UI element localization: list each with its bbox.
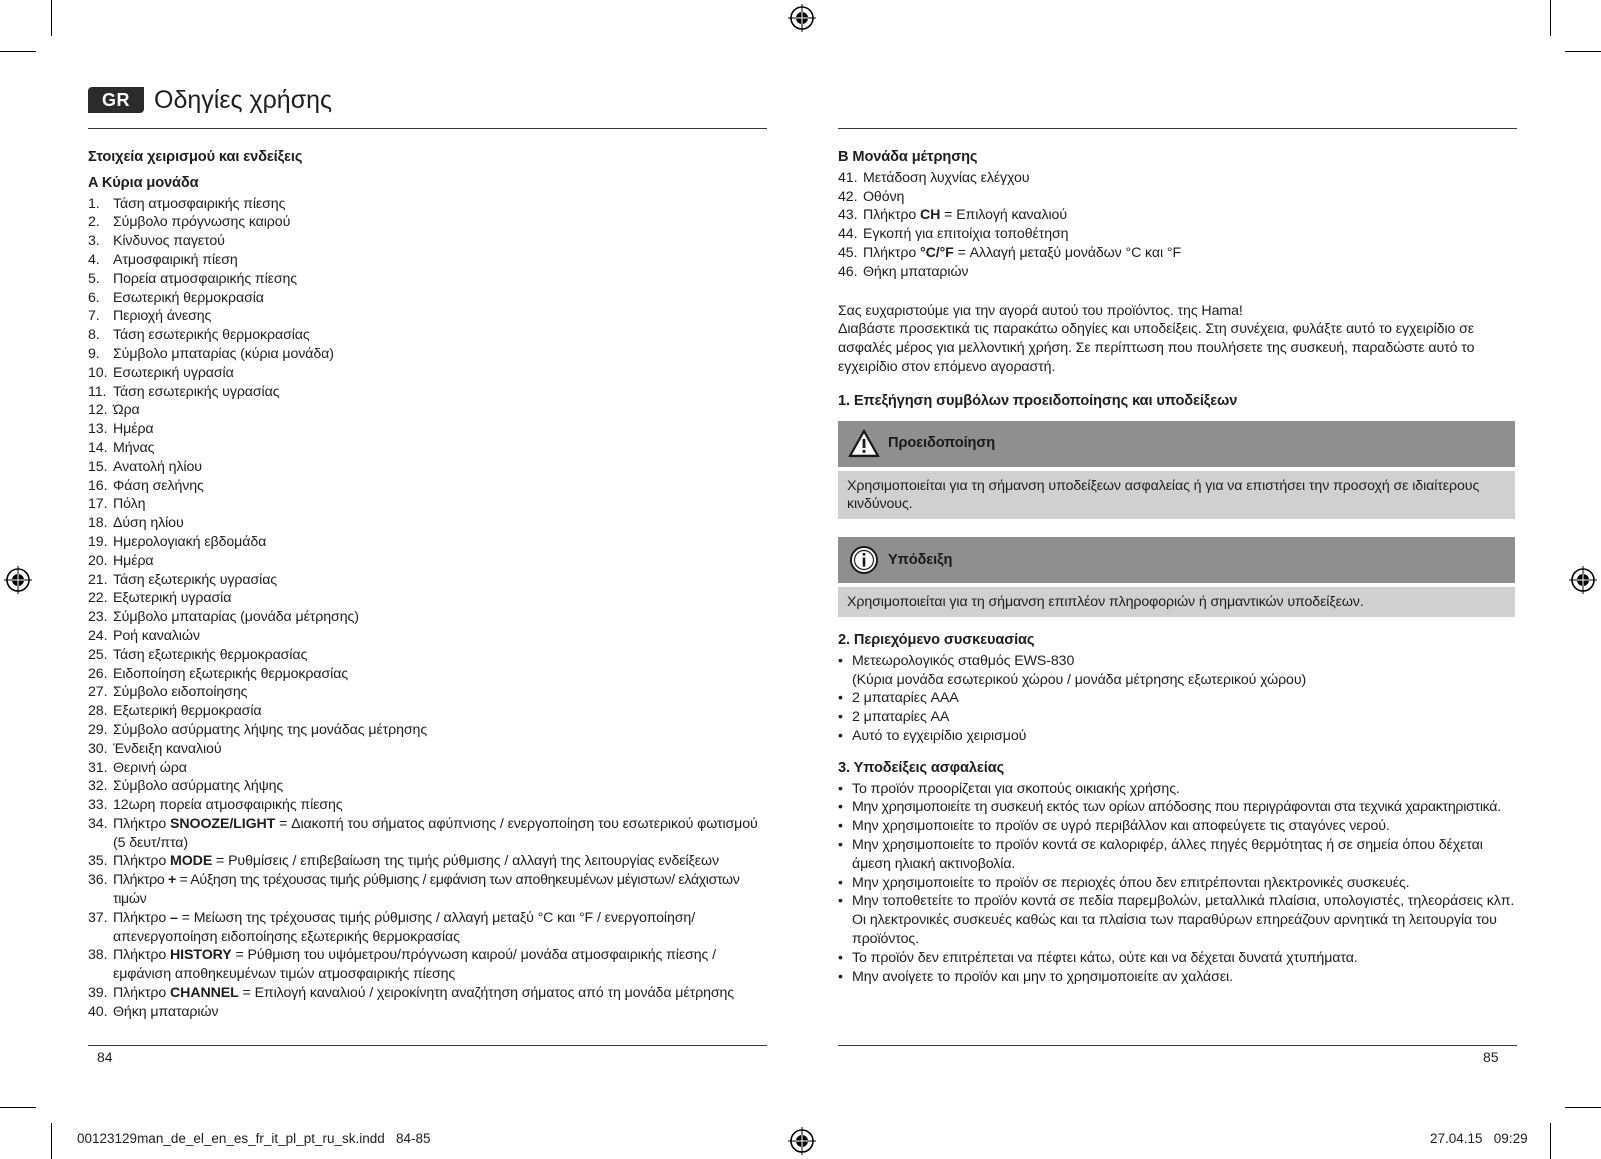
item-prefix: Πλήκτρο xyxy=(863,244,921,261)
item-text: Ατμοσφαιρική πίεση xyxy=(113,251,238,268)
item-number: 4. xyxy=(88,251,100,268)
item-text: Ημέρα xyxy=(113,421,154,438)
crop-mark xyxy=(51,1123,52,1159)
crop-mark xyxy=(51,0,52,36)
item-text: Μην χρησιμοποιείτε το προϊόν σε περιοχές όπου δεν επιτρέπονται ηλεκτρονικές συσκευές. xyxy=(852,874,1410,891)
item-number: 28. xyxy=(88,703,108,720)
item-text: Τάση εξωτερικής υγρασίας xyxy=(113,571,278,588)
bullet: • xyxy=(838,949,843,966)
bullet: • xyxy=(838,709,843,726)
item-text xyxy=(113,909,768,947)
list-item xyxy=(838,949,1518,968)
item-description: = Επιλογή καναλιού xyxy=(940,207,1068,224)
item-text: Εγκοπή για επιτοίχια τοποθέτηση xyxy=(863,226,1069,243)
item-text: 2 μπαταρίες AAA xyxy=(852,690,959,707)
item-text: Εσωτερική θερμοκρασία xyxy=(113,289,264,306)
header-rule-left xyxy=(88,128,767,129)
item-number: 3. xyxy=(88,233,100,250)
list-item xyxy=(88,759,768,778)
section-2-title: 2. Περιεχόμενο συσκευασίας xyxy=(838,631,1035,648)
intro-paragraph xyxy=(838,302,1518,377)
item-text xyxy=(113,871,768,909)
list-item xyxy=(88,796,768,815)
list-item xyxy=(88,345,768,364)
warning-triangle-icon xyxy=(848,428,880,460)
list-item xyxy=(88,721,768,740)
item-number: 42. xyxy=(838,188,858,205)
item-text: Το προϊόν προορίζεται για σκοπούς οικιακής χρήσης. xyxy=(852,780,1180,797)
bullet: • xyxy=(838,818,843,835)
item-text: Σύμβολο ασύρματης λήψης της μονάδας μέτρησης xyxy=(113,721,428,738)
list-item xyxy=(88,270,768,289)
item-number: 8. xyxy=(88,327,100,344)
item-number: 10. xyxy=(88,364,108,381)
item-text: Μην χρησιμοποιείτε το προϊόν κοντά σε καλοριφέρ, άλλες πηγές θερμότητας ή σε σημεία όπου δέχεται άμεση ηλιακή ακτινοβολία. xyxy=(852,836,1483,872)
item-description: = Αλλαγή μεταξύ μονάδων °C και °F xyxy=(953,244,1182,261)
list-item xyxy=(88,852,768,871)
list-item xyxy=(88,383,768,402)
item-text xyxy=(113,946,768,984)
subtitle-sensor-unit: B Μονάδα μέτρησης xyxy=(838,149,978,165)
item-text: Ώρα xyxy=(113,402,140,419)
list-item xyxy=(838,817,1518,836)
note-box xyxy=(838,537,1515,617)
item-text: Θήκη μπαταριών xyxy=(863,263,969,280)
item-number: 20. xyxy=(88,552,108,569)
list-item xyxy=(838,244,1518,263)
page-number-left: 84 xyxy=(97,1049,113,1065)
bullet: • xyxy=(838,968,843,985)
item-number: 44. xyxy=(838,226,858,243)
item-text: Πόλη xyxy=(113,496,146,513)
item-number: 7. xyxy=(88,308,100,325)
note-text: Χρησιμοποιείται για τη σήμανση επιπλέον πληροφοριών ή σημαντικών υποδείξεων. xyxy=(838,587,1515,617)
item-number: 22. xyxy=(88,590,108,607)
item-text: Σύμβολο ειδοποίησης xyxy=(113,684,248,701)
item-text xyxy=(863,244,1518,263)
item-number: 11. xyxy=(88,383,107,400)
item-text: Μήνας xyxy=(113,439,155,456)
item-number: 17. xyxy=(88,496,108,513)
item-text: Τάση ατμοσφαιρικής πίεσης xyxy=(113,195,286,212)
item-text: Μην χρησιμοποιείτε τη συσκευή εκτός των ορίων απόδοσης που περιγράφονται στα τεχνικά χαρακτηριστικά. xyxy=(852,799,1501,816)
footer-rule-right xyxy=(838,1045,1517,1046)
footer-rule-left xyxy=(88,1045,767,1046)
bullet: • xyxy=(838,780,843,797)
print-file-slug: 00123129man_de_el_en_es_fr_it_pl_pt_ru_sk.indd 84-85 xyxy=(77,1131,431,1146)
item-text: Ημερολογιακή εβδομάδα xyxy=(113,533,267,550)
item-number: 14. xyxy=(88,439,108,456)
list-item xyxy=(838,206,1518,225)
package-item-text: Μετεωρολογικός σταθμός EWS-830 xyxy=(852,652,1075,669)
item-number: 25. xyxy=(88,646,108,663)
list-item xyxy=(88,439,768,458)
key-label: HISTORY xyxy=(170,947,232,964)
list-item xyxy=(88,702,768,721)
item-number: 33. xyxy=(88,797,108,814)
item-text: Φάση σελήνης xyxy=(113,477,204,494)
list-item xyxy=(838,874,1518,893)
item-number: 2. xyxy=(88,214,100,231)
package-item-detail: (Κύρια μονάδα εσωτερικού χώρου / μονάδα μέτρησης εξωτερικού χώρου) xyxy=(852,671,1307,688)
item-number: 9. xyxy=(88,345,100,362)
list-item xyxy=(88,946,768,984)
left-page-content xyxy=(88,148,768,1022)
list-item xyxy=(88,627,768,646)
page-header xyxy=(88,84,332,116)
list-item xyxy=(88,213,768,232)
item-prefix: Πλήκτρο xyxy=(113,985,171,1002)
list-item xyxy=(88,364,768,383)
key-label: CH xyxy=(920,207,941,224)
item-description: = Μείωση της τρέχουσας τιμής ρύθμισης / αλλαγή μεταξύ °C και °F / ενεργοποίηση/ απενεργοποίηση ειδοποίησης εξωτερικής θερμοκρασίας xyxy=(113,909,696,945)
list-item xyxy=(88,984,768,1003)
item-description: = Ρυθμίσεις / επιβεβαίωση της τιμής ρύθμισης / αλλαγή της λειτουργίας ενδείξεων xyxy=(212,853,720,870)
item-text: Θήκη μπαταριών xyxy=(113,1003,219,1020)
key-label: SNOOZE/LIGHT xyxy=(170,815,276,832)
sensor-parts-list xyxy=(838,169,1518,282)
item-prefix: Πλήκτρο xyxy=(113,815,171,832)
list-item xyxy=(838,968,1518,987)
item-text: Εσωτερική υγρασία xyxy=(113,364,234,381)
item-text: Ροή καναλιών xyxy=(113,627,200,644)
item-number: 38. xyxy=(88,947,108,964)
item-text: Ένδειξη καναλιού xyxy=(113,740,222,757)
list-item xyxy=(88,815,768,853)
list-item xyxy=(88,477,768,496)
item-number: 31. xyxy=(88,759,108,776)
item-number: 19. xyxy=(88,533,108,550)
item-text xyxy=(113,852,768,871)
item-number: 27. xyxy=(88,684,108,701)
section-3-title: 3. Υποδείξεις ασφαλείας xyxy=(838,759,1005,776)
crop-mark xyxy=(1550,0,1551,36)
warning-title: Προειδοποίηση xyxy=(888,435,996,452)
item-text: Σύμβολο πρόγνωσης καιρού xyxy=(113,214,291,231)
intro-instructions: Διαβάστε προσεκτικά τις παρακάτω οδηγίες και υποδείξεις. Στη συνέχεια, φυλάξτε αυτό το εγχειρίδιο σε ασφαλές μέρος για μελλοντική χρήση. Σε περίπτωση που πουλήσετε της συσκευή, παραδώστε αυτό το εγχειρίδιο στον επόμενο αγοραστή. xyxy=(838,321,1475,375)
item-text: 2 μπαταρίες AA xyxy=(852,709,950,726)
bullet: • xyxy=(838,893,843,910)
item-number: 1. xyxy=(88,195,100,212)
registration-mark-icon xyxy=(1569,566,1597,594)
list-item xyxy=(88,777,768,796)
item-text xyxy=(852,652,1518,690)
item-prefix: Πλήκτρο xyxy=(113,909,171,926)
item-text: Σύμβολο ασύρματης λήψης xyxy=(113,778,284,795)
list-item xyxy=(838,263,1518,282)
document-title: Οδηγίες χρήσης xyxy=(154,85,333,114)
item-text: Μην τοποθετείτε το προϊόν κοντά σε πεδία παρεμβολών, μεταλλικά πλαίσια, υπολογιστές, τηλεοράσεις κλπ. Οι ηλεκτρονικές συσκευές καθώς και τα πλαίσια των παραθύρων επηρεάζουν αρνητικά τη λειτουργία του προϊόντος. xyxy=(852,893,1515,947)
item-text: Μετάδοση λυχνίας ελέγχου xyxy=(863,169,1030,186)
bullet: • xyxy=(838,836,843,853)
bullet: • xyxy=(838,874,843,891)
list-item xyxy=(838,652,1518,690)
print-datetime: 27.04.15 09:29 xyxy=(1430,1131,1528,1146)
item-number: 35. xyxy=(88,853,108,870)
bullet: • xyxy=(838,799,843,816)
item-text: Σύμβολο μπαταρίας (κύρια μονάδα) xyxy=(113,345,334,362)
item-number: 30. xyxy=(88,740,108,757)
section-1-title: 1. Επεξήγηση συμβόλων προειδοποίησης και υποδείξεων xyxy=(838,392,1238,409)
key-label: MODE xyxy=(170,853,213,870)
item-text: Τάση εσωτερικής θερμοκρασίας xyxy=(113,327,310,344)
list-item xyxy=(88,909,768,947)
header-rule-right xyxy=(838,128,1517,129)
key-label: – xyxy=(170,909,178,926)
subtitle-main-unit: A Κύρια μονάδα xyxy=(88,174,199,191)
item-text: Μην ανοίγετε το προϊόν και μην το χρησιμοποιείτε αν χαλάσει. xyxy=(852,968,1233,985)
list-item xyxy=(88,552,768,571)
item-number: 45. xyxy=(838,244,858,261)
key-label: CHANNEL xyxy=(170,985,239,1002)
item-description: = Επιλογή καναλιού / χειροκίνητη αναζήτηση σήματος από τη μονάδα μέτρησης xyxy=(238,985,735,1002)
bullet: • xyxy=(838,727,843,744)
crop-mark xyxy=(1565,1107,1601,1108)
crop-mark xyxy=(1565,51,1601,52)
item-number: 41. xyxy=(838,169,858,186)
list-item xyxy=(838,225,1518,244)
list-item xyxy=(88,307,768,326)
list-item xyxy=(838,727,1518,746)
page-number-right: 85 xyxy=(1483,1049,1499,1065)
item-number: 29. xyxy=(88,721,108,738)
item-number: 16. xyxy=(88,477,108,494)
item-number: 15. xyxy=(88,458,108,475)
list-item xyxy=(838,708,1518,727)
list-item xyxy=(88,1003,768,1022)
item-text: Περιοχή άνεσης xyxy=(113,308,212,325)
item-text: Αυτό το εγχειρίδιο χειρισμού xyxy=(852,727,1027,744)
list-item xyxy=(88,495,768,514)
warning-box xyxy=(838,421,1515,520)
main-unit-parts-list xyxy=(88,195,768,1022)
registration-mark-icon xyxy=(4,566,32,594)
item-number: 21. xyxy=(88,571,108,588)
list-item xyxy=(88,195,768,214)
item-number: 39. xyxy=(88,985,108,1002)
item-number: 13. xyxy=(88,421,108,438)
item-text xyxy=(113,815,768,853)
item-number: 40. xyxy=(88,1003,108,1020)
crop-mark xyxy=(0,51,36,52)
list-item xyxy=(88,683,768,702)
item-text xyxy=(113,984,768,1003)
item-text: 12ωρη πορεία ατμοσφαιρικής πίεσης xyxy=(113,797,343,814)
package-contents-list xyxy=(838,652,1518,746)
item-prefix: Πλήκτρο xyxy=(863,207,921,224)
item-text: Οθόνη xyxy=(863,188,905,205)
list-item xyxy=(88,458,768,477)
right-page-content xyxy=(838,148,1518,986)
item-number: 24. xyxy=(88,627,108,644)
item-text: Τάση εξωτερικής θερμοκρασίας xyxy=(113,646,308,663)
list-item xyxy=(88,251,768,270)
list-item xyxy=(838,836,1518,874)
key-label: + xyxy=(168,872,176,889)
item-text: Το προϊόν δεν επιτρέπεται να πέφτει κάτω, ούτε και να δέχεται δυνατά χτυπήματα. xyxy=(852,949,1358,966)
item-number: 36. xyxy=(88,872,108,889)
item-text: Ειδοποίηση εξωτερικής θερμοκρασίας xyxy=(113,665,349,682)
list-item xyxy=(88,589,768,608)
item-description: = Ρύθμιση του υψόμετρου/πρόγνωση καιρού/ μονάδα ατμοσφαιρικής πίεσης / εμφάνιση αποθηκευμένων τιμών ατμοσφαιρικής πίεσης xyxy=(113,947,716,983)
item-number: 23. xyxy=(88,609,108,626)
item-number: 32. xyxy=(88,778,108,795)
item-number: 43. xyxy=(838,207,858,224)
item-text: Τάση εσωτερικής υγρασίας xyxy=(113,383,280,400)
list-item xyxy=(88,232,768,251)
warning-box-header xyxy=(838,421,1515,467)
item-prefix: Πλήκτρο xyxy=(113,947,171,964)
item-text: Εξωτερική υγρασία xyxy=(113,590,232,607)
item-text: Θερινή ώρα xyxy=(113,759,187,776)
item-number: 12. xyxy=(88,402,108,419)
item-prefix: Πλήκτρο xyxy=(113,853,171,870)
item-text xyxy=(863,206,1518,225)
registration-mark-icon xyxy=(788,1127,816,1155)
item-text: Ημέρα xyxy=(113,552,154,569)
note-title: Υπόδειξη xyxy=(888,551,953,568)
note-box-header xyxy=(838,537,1515,583)
list-item xyxy=(838,689,1518,708)
crop-mark xyxy=(1550,1123,1551,1159)
list-item xyxy=(838,798,1518,817)
crop-mark xyxy=(0,1107,36,1108)
registration-mark-icon xyxy=(788,4,816,32)
list-item xyxy=(88,871,768,909)
list-item xyxy=(88,514,768,533)
item-description: = Αύξηση της τρέχουσας τιμής ρύθμισης / εμφάνιση των αποθηκευμένων μέγιστων/ ελάχιστων τιμών xyxy=(113,872,740,908)
list-item xyxy=(88,289,768,308)
list-item xyxy=(88,665,768,684)
key-label: °C/°F xyxy=(920,244,954,261)
item-text: Σύμβολο μπαταρίας (μονάδα μέτρησης) xyxy=(113,609,359,626)
item-prefix: Πλήκτρο xyxy=(113,872,169,889)
list-item xyxy=(838,188,1518,207)
item-text: Μην χρησιμοποιείτε το προϊόν σε υγρό περιβάλλον και αποφεύγετε τις σταγόνες νερού. xyxy=(852,818,1390,835)
intro-thanks: Σας ευχαριστούμε για την αγορά αυτού του προϊόντος. της Hama! xyxy=(838,302,1243,319)
section-title-controls: Στοιχεία χειρισμού και ενδείξεις xyxy=(88,149,303,165)
list-item xyxy=(838,169,1518,188)
item-number: 37. xyxy=(88,909,108,926)
bullet: • xyxy=(838,652,843,669)
list-item xyxy=(88,646,768,665)
item-number: 5. xyxy=(88,270,100,287)
item-number: 18. xyxy=(88,515,108,532)
list-item xyxy=(88,740,768,759)
list-item xyxy=(88,608,768,627)
item-text: Πορεία ατμοσφαιρικής πίεσης xyxy=(113,270,298,287)
item-text: Κίνδυνος παγετού xyxy=(113,233,225,250)
item-description: = Διακοπή του σήματος αφύπνισης / ενεργοποίηση του εσωτερικού φωτισμού (5 δευτ/πτα) xyxy=(113,815,758,851)
warning-text: Χρησιμοποιείται για τη σήμανση υποδείξεων ασφαλείας ή για να επιστήσει την προσοχή σε ιδιαίτερους κινδύνους. xyxy=(838,471,1515,520)
item-number: 6. xyxy=(88,289,100,306)
bullet: • xyxy=(838,690,843,707)
item-text: Εξωτερική θερμοκρασία xyxy=(113,703,262,720)
language-badge: GR xyxy=(88,87,144,113)
item-text: Δύση ηλίου xyxy=(113,515,184,532)
list-item xyxy=(88,420,768,439)
list-item xyxy=(88,326,768,345)
list-item xyxy=(88,571,768,590)
list-item xyxy=(838,780,1518,799)
item-number: 34. xyxy=(88,815,108,832)
safety-list xyxy=(838,780,1518,987)
list-item xyxy=(88,401,768,420)
item-number: 46. xyxy=(838,263,858,280)
info-circle-icon xyxy=(848,544,880,576)
item-text: Ανατολή ηλίου xyxy=(113,458,202,475)
list-item xyxy=(88,533,768,552)
list-item xyxy=(838,892,1518,948)
item-number: 26. xyxy=(88,665,108,682)
